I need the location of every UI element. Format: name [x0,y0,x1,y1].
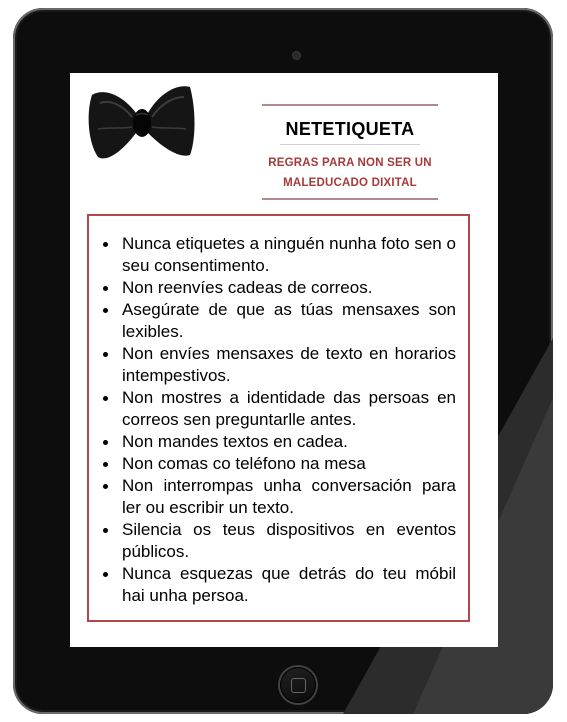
rule-text: Non mandes textos en cadea. [122,432,348,451]
rule-text: Non interrompas unha conversación para ler ou escribir un texto. [122,476,456,517]
home-button[interactable] [280,667,316,703]
bullet-icon [103,242,108,247]
subtitle-line-2: MALEDUCADO DIXITAL [283,177,417,189]
rule-text: Non mostres a identidade das persoas en correos sen preguntarlle antes. [122,388,456,429]
rule-text: Asegúrate de que as túas mensaxes son lexibles. [122,300,456,341]
bullet-icon [103,308,108,313]
camera-icon [293,52,300,59]
subtitle-line-1: REGRAS PARA NON SER UN [268,157,432,169]
list-item [101,277,456,299]
page-title: NETETIQUETA [285,119,415,139]
header-top-rule [262,104,438,106]
rule-text: Silencia os teus dispositivos en eventos públicos. [122,520,456,561]
rule-text: Nunca etiquetes a ninguén nunha foto sen o seu consentimento. [122,234,456,275]
bullet-icon [103,528,108,533]
list-item [101,387,456,431]
rule-text: Non reenvíes cadeas de correos. [122,278,373,297]
list-item [101,431,456,453]
list-item [101,299,456,343]
rules-list [89,216,468,607]
list-item [101,453,456,475]
list-item [101,475,456,519]
bullet-icon [103,352,108,357]
bullet-icon [103,286,108,291]
rule-text: Non envíes mensaxes de texto en horarios intempestivos. [122,344,456,385]
page-subtitle [250,153,450,193]
bullet-icon [103,572,108,577]
list-item [101,343,456,387]
header-bottom-rule [262,198,438,200]
home-square-icon [291,678,306,693]
bullet-icon [103,396,108,401]
rule-text: Nunca esquezas que detrás do teu móbil hai unha persoa. [122,564,456,605]
rule-text: Non comas co teléfono na mesa [122,454,366,473]
rules-box [87,214,470,622]
list-item [101,519,456,563]
bullet-icon [103,484,108,489]
title-underline [280,144,420,145]
list-item [101,233,456,277]
bow-tie-icon [86,83,196,165]
bullet-icon [103,462,108,467]
bullet-icon [103,440,108,445]
screen [70,73,498,647]
list-item [101,563,456,607]
